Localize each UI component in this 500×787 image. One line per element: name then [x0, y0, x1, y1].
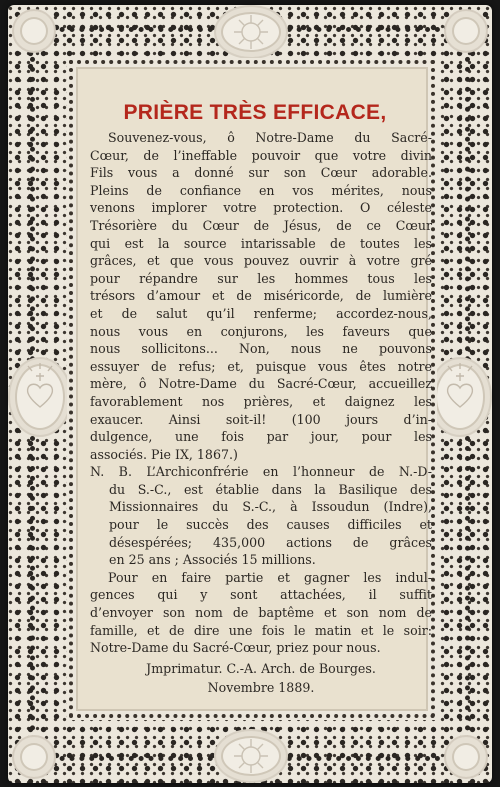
- membership-line: d’envoyer son nom de baptême et son nom de: [90, 605, 432, 621]
- corner-rosette-icon: [444, 9, 488, 53]
- prayer-line: nous sollicitons... Non, nous ne pouvons: [90, 341, 432, 357]
- right-sacred-heart-medallion-icon: [428, 357, 492, 437]
- prayer-line: pour répandre sur les hommes tous les: [90, 270, 432, 286]
- nota-bene-line: N. B. L’Archiconfrérie en l’honneur de N.-D-: [90, 464, 432, 480]
- prayer-line: venons implorer votre protection. O céleste: [90, 200, 432, 216]
- prayer-line: Fils vous a donné sur son Cœur adorable.: [90, 165, 432, 181]
- nota-bene: [90, 463, 432, 569]
- prayer-line: dulgence, une fois par jour, pour les: [90, 429, 432, 445]
- nota-bene-line: Missionnaires du S.-C., à Issoudun (Indre),: [109, 499, 432, 515]
- membership-line: Notre-Dame du Sacré-Cœur, priez pour nous.: [90, 640, 381, 656]
- nota-bene-line: en 25 ans ; Associés 15 millions.: [109, 552, 316, 568]
- date: Novembre 1889.: [207, 680, 315, 696]
- nota-bene-line: du S.-C., est établie dans la Basilique des: [109, 481, 432, 497]
- nota-bene-line: désespérées; 435,000 actions de grâces: [109, 534, 432, 550]
- prayer-line: favorablement nos prières, et daignez les: [90, 393, 432, 409]
- prayer-text: [90, 129, 432, 697]
- membership-instructions: [90, 569, 432, 657]
- prayer-line: essuyer de refus; et, puisque vous êtes notre: [90, 358, 432, 374]
- prayer-line: Cœur, de l’ineffable pouvoir que votre divin: [90, 147, 432, 163]
- left-sacred-heart-medallion-icon: [8, 357, 72, 437]
- prayer-line: qui est la source intarissable de toutes les: [90, 235, 432, 251]
- prayer-title: PRIÈRE TRÈS EFFICACE,: [123, 101, 387, 124]
- prayer-line: trésors d’amour et de miséricorde, de lumière: [90, 288, 432, 304]
- prayer-line: Souvenez-vous, ô Notre-Dame du Sacré-: [108, 130, 432, 145]
- corner-rosette-icon: [444, 735, 488, 779]
- corner-rosette-icon: [12, 735, 56, 779]
- prayer-line: grâces, et que vous pouvez ouvrir à votre gré: [90, 253, 432, 269]
- imprimatur: Jmprimatur. C.-A. Arch. de Bourges.: [146, 660, 376, 676]
- nota-bene-line: pour le succès des causes difficiles et: [109, 517, 432, 533]
- prayer-body: [90, 129, 432, 463]
- bottom-medallion-icon: [214, 729, 288, 783]
- holy-card: [8, 5, 492, 783]
- prayer-line: mère, ô Notre-Dame du Sacré-Cœur, accueillez: [90, 376, 432, 392]
- prayer-line: Pleins de confiance en vos mérites, nous: [90, 182, 432, 198]
- prayer-line: et de salut qu’il renferme; accordez-nous,: [90, 305, 432, 321]
- membership-line: famille, et de dire une fois le matin et le soir:: [90, 622, 432, 638]
- top-medallion-icon: [214, 5, 288, 59]
- prayer-line: associés. Pie IX, 1867.): [90, 446, 238, 462]
- corner-rosette-icon: [12, 9, 56, 53]
- membership-line: Pour en faire partie et gagner les indul-: [108, 569, 432, 585]
- prayer-line: Trésorière du Cœur de Jésus, de ce Cœur: [90, 217, 432, 233]
- prayer-line: exaucer. Ainsi soit-il! (100 jours d’in-: [90, 411, 432, 427]
- membership-line: gences qui y sont attachées, il suffit: [90, 587, 432, 603]
- prayer-line: nous vous en conjurons, les faveurs que: [90, 323, 432, 339]
